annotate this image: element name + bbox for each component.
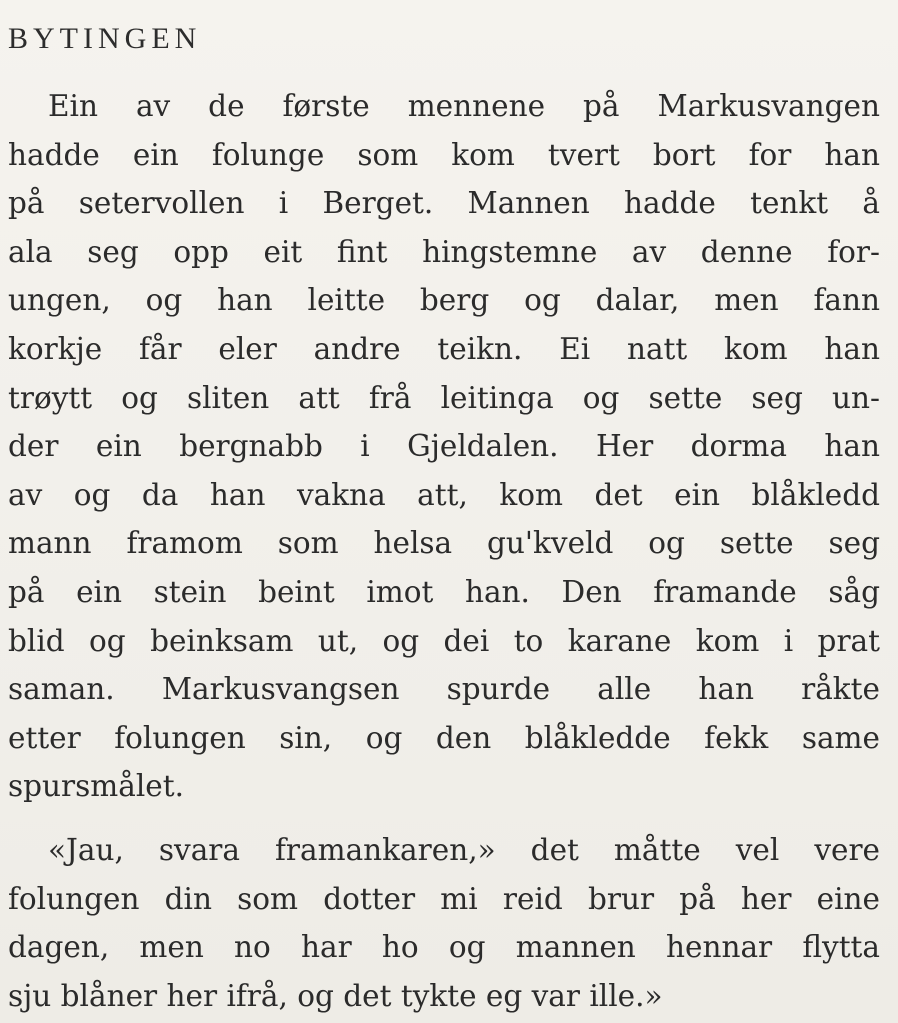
text-line: på setervollen i Berget. Mannen hadde tenkt å [8, 186, 880, 221]
text-line: spursmålet. [8, 769, 184, 804]
text-line: korkje får eler andre teikn. Ei natt kom han [8, 331, 880, 366]
text-line: hadde ein folunge som kom tvert bort for han [8, 137, 880, 172]
text-line: blid og beinksam ut, og dei to karane kom i prat [8, 623, 880, 658]
text-line: etter folungen sin, og den blåkledde fekk same [8, 720, 880, 755]
paragraph-1 [8, 82, 880, 811]
body-text [8, 82, 880, 1020]
chapter-heading: BYTINGEN [8, 22, 202, 55]
text-line: ungen, og han leitte berg og dalar, men fann [8, 283, 880, 318]
text-line: der ein bergnabb i Gjeldalen. Her dorma han [8, 429, 880, 464]
text-line: Ein av de første mennene på Markusvangen [48, 89, 880, 123]
text-line: sju blåner her ifrå, og det tykte eg var ille.» [8, 978, 663, 1013]
text-line: av og da han vakna att, kom det ein blåkledd [8, 477, 880, 512]
text-line: «Jau, svara framankaren,» det måtte vel vere [48, 832, 880, 867]
text-line: trøytt og sliten att frå leitinga og sette seg un- [8, 380, 880, 415]
text-line: dagen, men no har ho og mannen hennar flytta [8, 930, 880, 965]
text-line: mann framom som helsa gu'kveld og sette seg [8, 526, 880, 561]
text-line: på ein stein beint imot han. Den framande såg [8, 574, 880, 609]
text-line: ala seg opp eit fint hingstemne av denne for- [8, 234, 880, 269]
paragraph-2 [8, 826, 880, 1020]
text-line: saman. Markusvangsen spurde alle han råkte [8, 672, 880, 707]
text-line: folungen din som dotter mi reid brur på her eine [8, 881, 880, 916]
